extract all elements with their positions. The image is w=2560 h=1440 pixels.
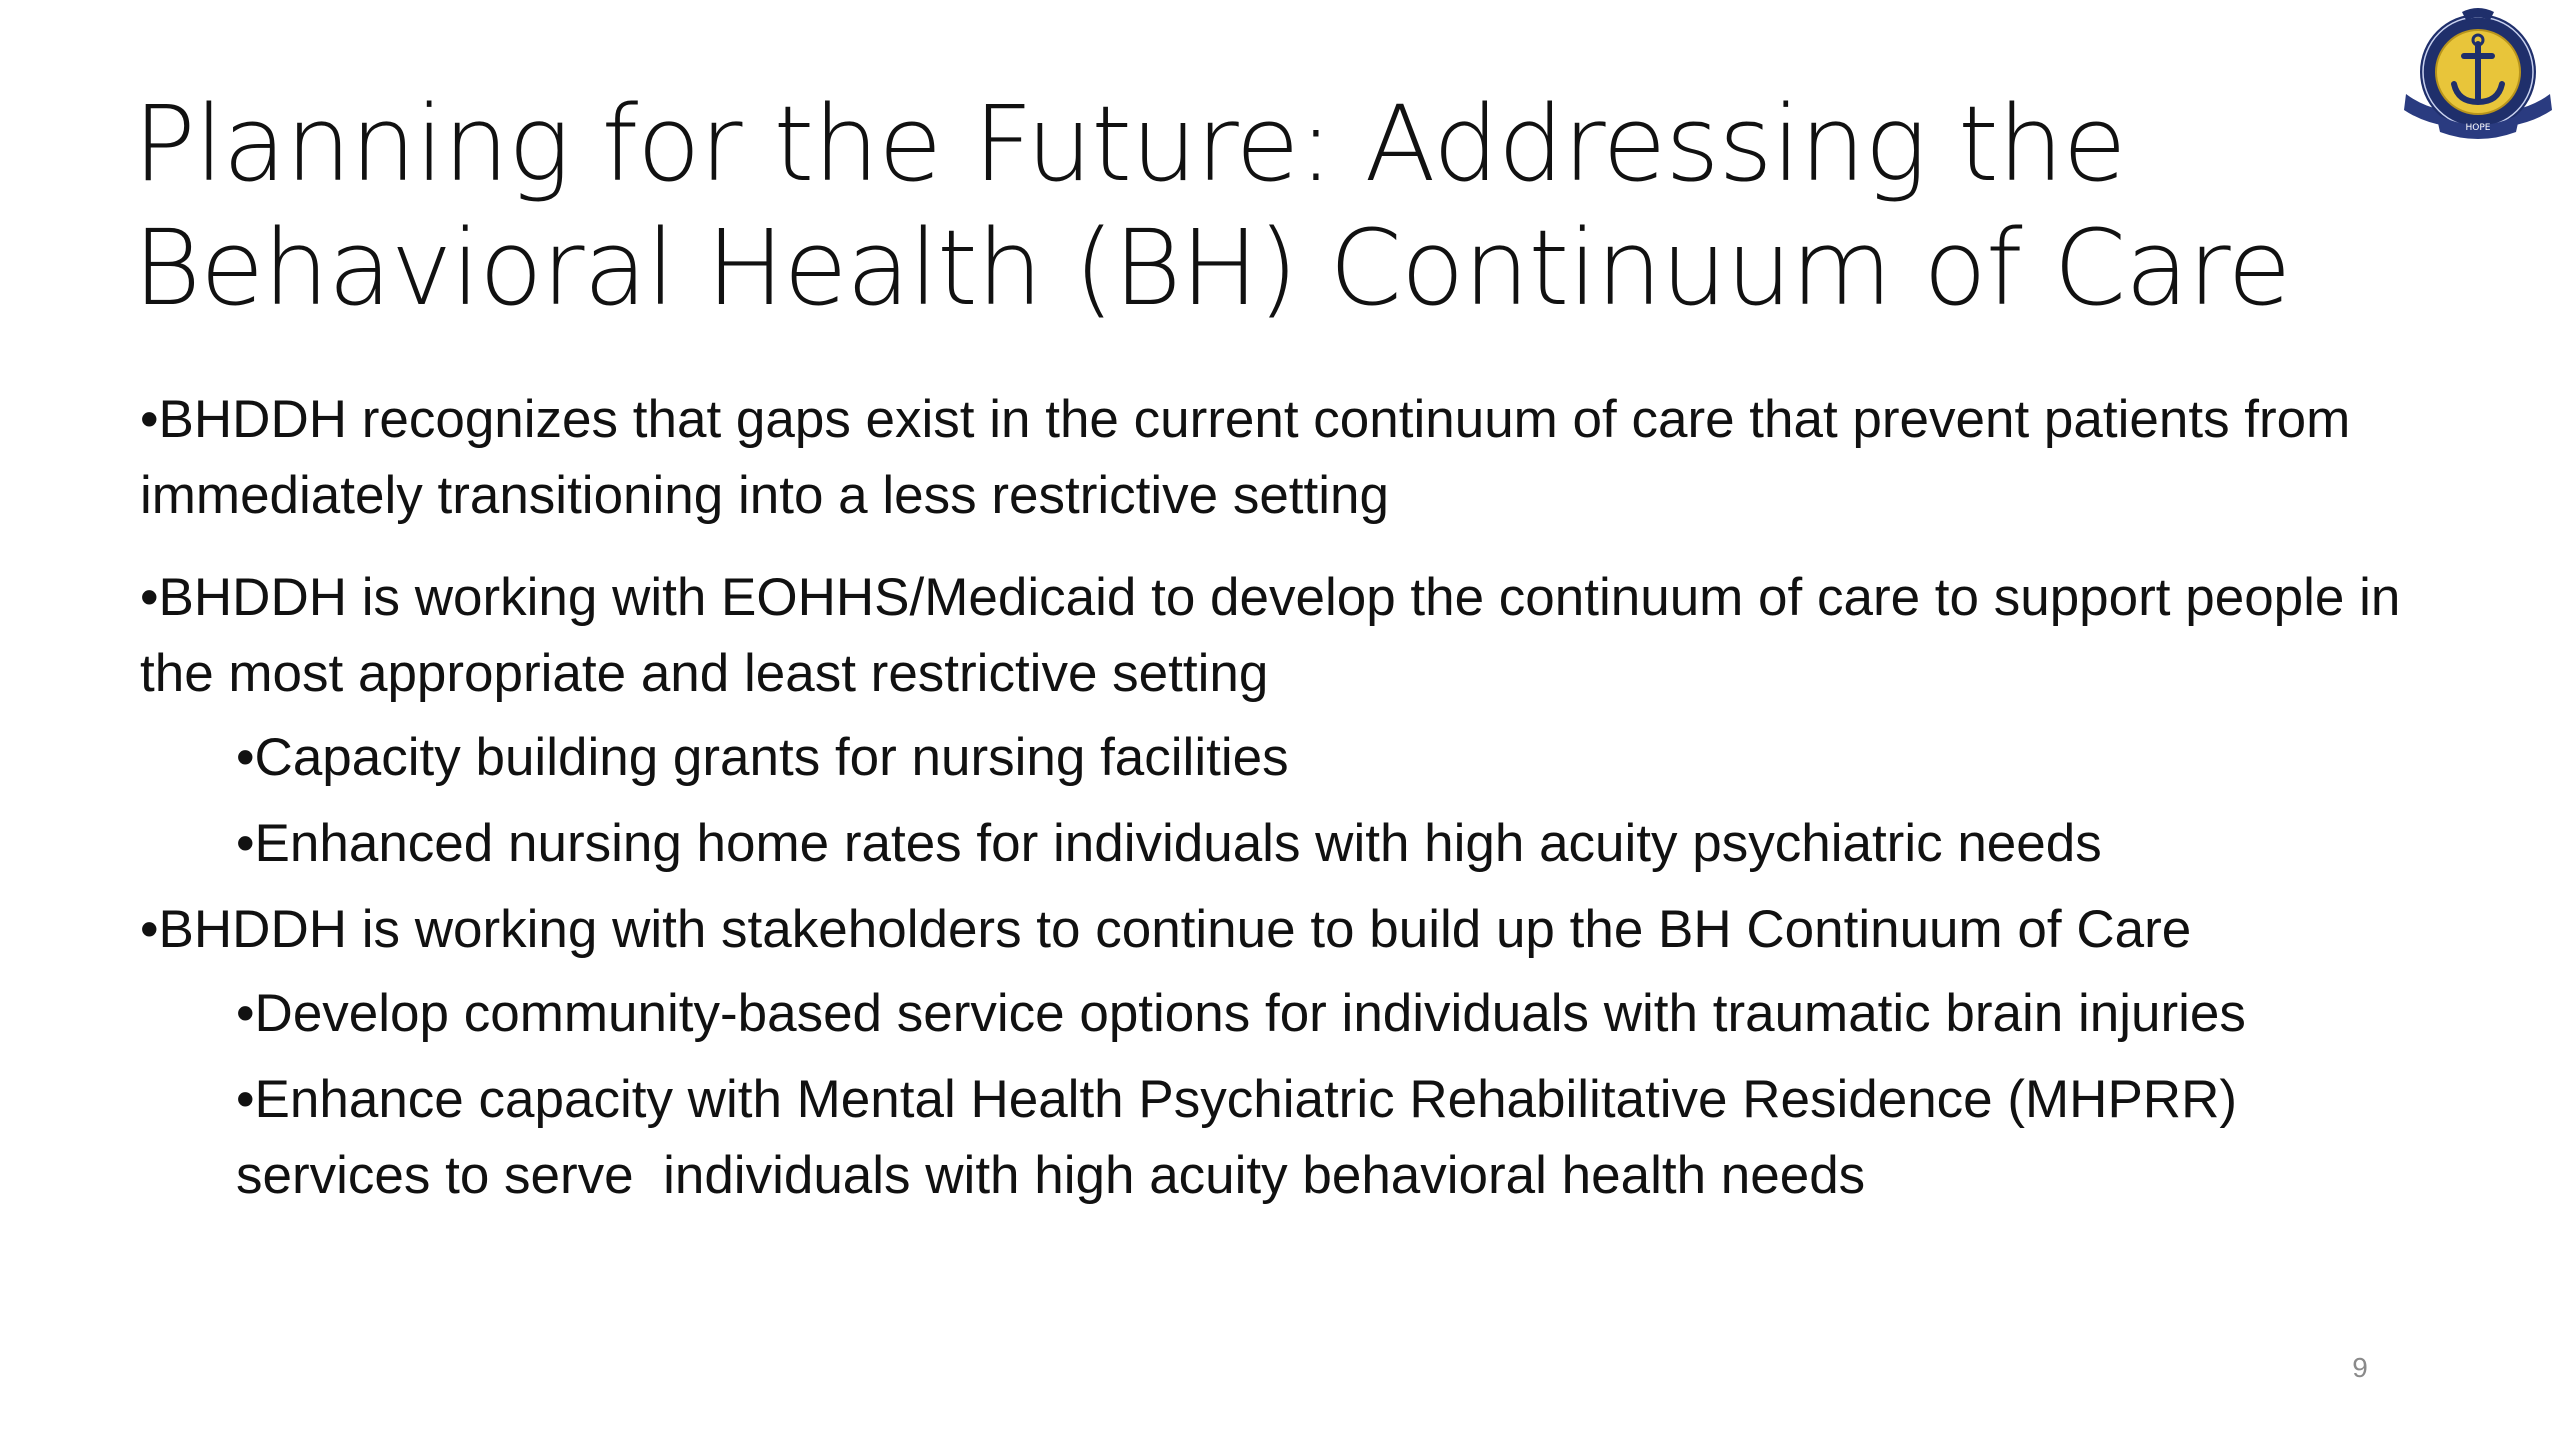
bullet-item: •BHDDH is working with EOHHS/Medicaid to develop the continuum of care to support people in the most appropriate and least restrictive setting xyxy=(140,568,2430,703)
sub-bullet-item: •Develop community-based service options for individuals with traumatic brain injuries xyxy=(236,984,2246,1043)
svg-text:HOPE: HOPE xyxy=(2465,123,2491,133)
sub-bullet-item: •Enhanced nursing home rates for individuals with high acuity psychiatric needs xyxy=(236,814,2102,873)
page-number: 9 xyxy=(2352,1352,2368,1383)
slide-title-line-2: Behavioral Health (BH) Continuum of Care xyxy=(133,207,2291,329)
slide-title-line-1: Planning for the Future: Addressing the xyxy=(133,83,2126,205)
sub-bullet-item: •Capacity building grants for nursing facilities xyxy=(236,728,1289,787)
slide-title xyxy=(133,82,2333,330)
state-seal-logo xyxy=(2402,6,2554,144)
bullet-list xyxy=(140,382,2440,1224)
sub-bullet-item: •Enhance capacity with Mental Health Psychiatric Rehabilitative Residence (MHPRR) services to serve individuals with high acuity behavioral health needs xyxy=(236,1070,2252,1205)
bullet-item: •BHDDH recognizes that gaps exist in the current continuum of care that prevent patients from immediately transitioning into a less restrictive setting xyxy=(140,390,2366,525)
bullet-item: •BHDDH is working with stakeholders to continue to build up the BH Continuum of Care xyxy=(140,900,2192,959)
